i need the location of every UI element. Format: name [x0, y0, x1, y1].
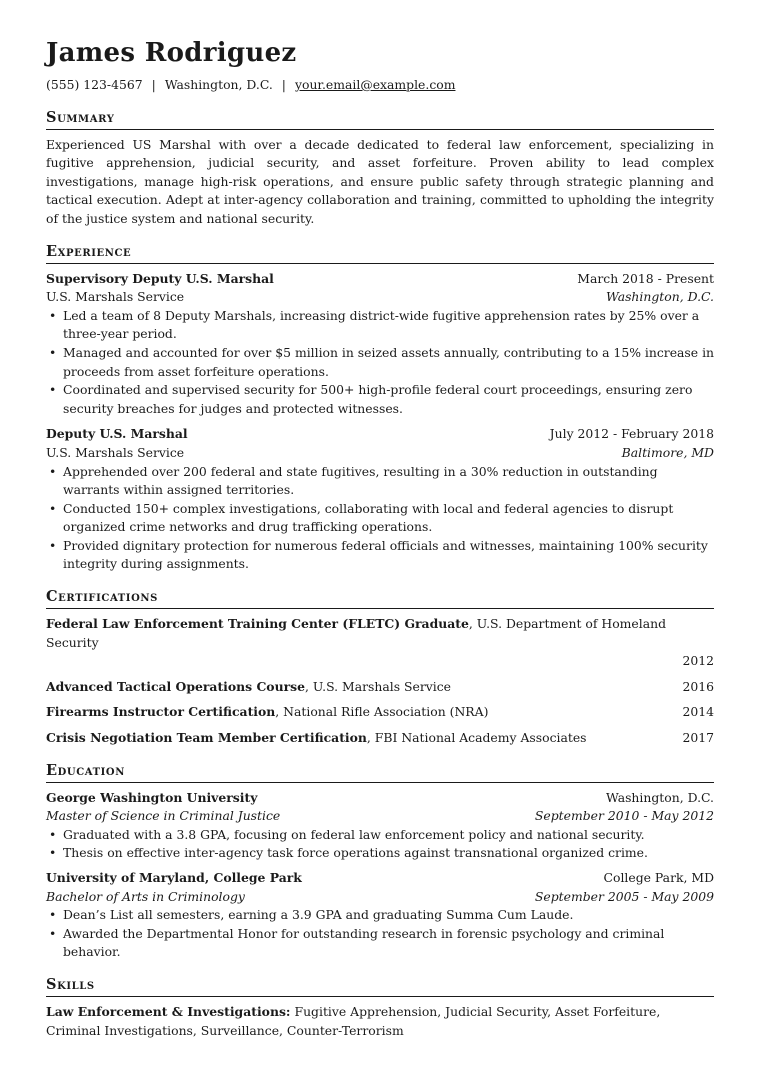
bullet-item: • Provided dignitary protection for numerous federal officials and witnesses, maintaining 100% security integrity during assignments. — [46, 537, 714, 574]
job-entry — [46, 425, 714, 574]
section-title: Summary — [46, 109, 714, 130]
certification-issuer: , National Rifle Association (NRA) — [275, 704, 489, 720]
education-bullets — [46, 826, 714, 863]
candidate-name: James Rodriguez — [46, 38, 297, 68]
school-name: University of Maryland, College Park — [46, 870, 302, 885]
certifications-section — [46, 588, 714, 748]
certification-name: Firearms Instructor Certification — [46, 704, 276, 720]
school-name: George Washington University — [46, 789, 258, 805]
job-location: Baltimore, MD — [621, 444, 714, 460]
section-title: Certifications — [46, 588, 714, 609]
certification-year: 2016 — [682, 678, 714, 694]
certification-issuer: , U.S. Department of Homeland Security — [46, 616, 667, 650]
education-entry — [46, 789, 714, 863]
skill-category: Law Enforcement & Investigations: — [46, 1003, 291, 1019]
school-location: Washington, D.C. — [606, 789, 714, 805]
certification-entry — [46, 703, 714, 722]
section-title: Education — [46, 762, 714, 783]
bullet-item: • Graduated with a 3.8 GPA, focusing on federal law enforcement policy and national security. — [46, 826, 714, 845]
job-title: Supervisory Deputy U.S. Marshal — [46, 270, 274, 286]
education-dates: September 2005 - May 2009 — [534, 888, 714, 904]
bullet-item: • Awarded the Departmental Honor for outstanding research in forensic psychology and criminal behavior. — [46, 925, 714, 962]
certification-entry — [46, 615, 714, 671]
job-organization: U.S. Marshals Service — [46, 289, 185, 305]
education-section — [46, 762, 714, 962]
bullet-item: • Thesis on effective inter-agency task force operations against transnational organized crime. — [46, 844, 714, 863]
degree-name: Bachelor of Arts in Criminology — [46, 888, 245, 904]
education-dates: September 2010 - May 2012 — [534, 808, 714, 824]
bullet-item: • Conducted 150+ complex investigations, collaborating with local and federal agencies to disrupt organized crime networks and drug trafficking operations. — [46, 500, 714, 537]
certification-entry — [46, 729, 714, 748]
experience-section — [46, 243, 714, 575]
separator: | — [151, 77, 156, 92]
bullet-item: • Dean’s List all semesters, earning a 3.9 GPA and graduating Summa Cum Laude. — [46, 906, 714, 925]
job-location: Washington, D.C. — [606, 289, 714, 305]
contact-line — [46, 76, 714, 95]
location: Washington, D.C. — [164, 77, 273, 92]
certification-year: 2014 — [682, 704, 714, 720]
certification-issuer: , FBI National Academy Associates — [366, 730, 587, 746]
school-location: College Park, MD — [603, 870, 714, 885]
certification-name: Crisis Negotiation Team Member Certification — [46, 730, 367, 746]
certification-year: 2017 — [682, 730, 714, 746]
section-title: Skills — [46, 976, 714, 997]
section-title: Experience — [46, 243, 714, 264]
job-bullets — [46, 463, 714, 575]
job-dates: July 2012 - February 2018 — [549, 426, 714, 442]
certification-name: Federal Law Enforcement Training Center (FLETC) Graduate — [46, 616, 469, 632]
certification-entry — [46, 678, 714, 697]
bullet-item: • Led a team of 8 Deputy Marshals, increasing district-wide fugitive apprehension rates by 25% over a three-year period. — [46, 307, 714, 344]
skills-entry — [46, 1003, 714, 1040]
certification-name: Advanced Tactical Operations Course — [46, 678, 305, 694]
bullet-item: • Apprehended over 200 federal and state fugitives, resulting in a 30% reduction in outstanding warrants within assigned territories. — [46, 463, 714, 500]
job-title: Deputy U.S. Marshal — [46, 426, 188, 442]
separator: | — [281, 77, 286, 92]
certification-year: 2012 — [682, 653, 714, 669]
job-organization: U.S. Marshals Service — [46, 444, 185, 460]
job-dates: March 2018 - Present — [577, 270, 714, 286]
bullet-item: • Managed and accounted for over $5 million in seized assets annually, contributing to a 15% increase in proceeds from asset forfeiture operations. — [46, 344, 714, 381]
email-link[interactable]: your.email@example.com — [294, 77, 456, 92]
skill-list: Fugitive Apprehension, Judicial Security, Asset Forfeiture, Criminal Investigations, Surveillance, Counter-Terrorism — [46, 1003, 661, 1038]
summary-text: Experienced US Marshal with over a decade dedicated to federal law enforcement, specializing in fugitive apprehension, judicial security, and asset forfeiture. Proven ability to lead complex investigations, manage high-risk operations, and ensure public safety through strategic planning and tactical execution. Adept at inter-agency collaboration and training, committed to upholding the integrity of the justice system and national security. — [46, 136, 714, 226]
education-bullets — [46, 906, 714, 962]
summary-section — [46, 109, 714, 229]
phone-number: (555) 123-4567 — [46, 77, 143, 92]
skills-section — [46, 976, 714, 1040]
job-bullets — [46, 307, 714, 419]
degree-name: Master of Science in Criminal Justice — [46, 808, 281, 824]
job-entry — [46, 270, 714, 419]
bullet-item: • Coordinated and supervised security for 500+ high-profile federal court proceedings, ensuring zero security breaches for judges and protected witnesses. — [46, 381, 714, 418]
certification-issuer: , U.S. Marshals Service — [304, 678, 451, 694]
education-entry — [46, 869, 714, 962]
